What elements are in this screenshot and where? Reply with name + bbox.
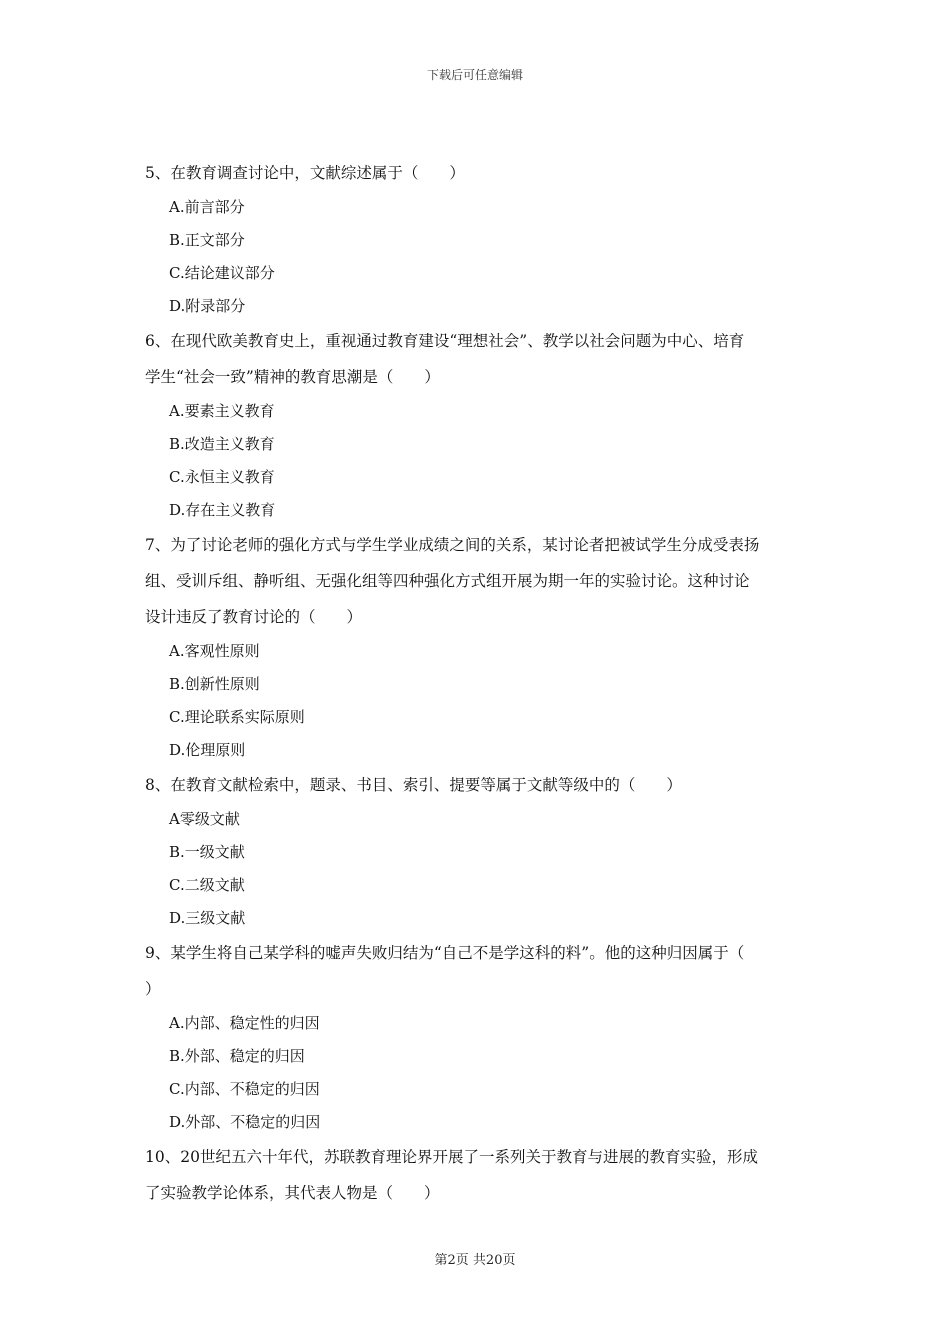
option-b: B.正文部分	[169, 231, 245, 249]
question-10	[145, 1139, 810, 1211]
option-d: D.存在主义教育	[169, 501, 276, 519]
question-text: ）	[145, 980, 161, 998]
option-d: D.三级文献	[169, 909, 246, 927]
question-text: 组、受训斥组、静听组、无强化组等四种强化方式组开展为期一年的实验讨论。这种讨论	[145, 572, 750, 590]
question-text: 6、在现代欧美教育史上，重视通过教育建设“理想社会”、教学以社会问题为中心、培育	[145, 332, 745, 350]
question-5	[145, 155, 810, 323]
option-b: B.一级文献	[169, 843, 245, 861]
option-a: A.内部、稳定性的归因	[169, 1014, 320, 1032]
option-b: B.外部、稳定的归因	[169, 1047, 305, 1065]
question-text: 了实验教学论体系，其代表人物是（ ）	[145, 1184, 440, 1202]
question-text: 9、某学生将自己某学科的嘘声失败归结为“自己不是学这科的料”。他的这种归因属于（	[145, 944, 745, 962]
option-a: A.客观性原则	[169, 642, 260, 660]
option-c: C.内部、不稳定的归因	[169, 1080, 320, 1098]
page-header: 下载后可任意编辑	[426, 68, 523, 82]
question-text: 7、为了讨论老师的强化方式与学生学业成绩之间的关系，某讨论者把被试学生分成受表扬	[145, 536, 760, 554]
option-c: C.理论联系实际原则	[169, 708, 305, 726]
question-text: 学生“社会一致”精神的教育思潮是（ ）	[145, 368, 440, 386]
page-number: 第2页 共20页	[434, 1253, 516, 1268]
option-a: A.要素主义教育	[169, 402, 275, 420]
option-d: D.外部、不稳定的归因	[169, 1113, 321, 1131]
option-c: C.结论建议部分	[169, 264, 275, 282]
question-text: 5、在教育调查讨论中，文献综述属于（ ）	[145, 164, 465, 182]
question-7	[145, 527, 810, 767]
option-c: C.永恒主义教育	[169, 468, 275, 486]
option-a: A.前言部分	[169, 198, 245, 216]
option-d: D.附录部分	[169, 297, 246, 315]
question-text: 设计违反了教育讨论的（ ）	[145, 608, 363, 626]
option-b: B.改造主义教育	[169, 435, 275, 453]
option-a: A零级文献	[169, 810, 240, 828]
question-6	[145, 323, 810, 527]
question-text: 10、20世纪五六十年代，苏联教育理论界开展了一系列关于教育与进展的教育实验，形成	[145, 1148, 758, 1166]
question-text: 8、在教育文献检索中，题录、书目、索引、提要等属于文献等级中的（ ）	[145, 776, 682, 794]
option-d: D.伦理原则	[169, 741, 246, 759]
question-8	[145, 767, 810, 935]
question-9	[145, 935, 810, 1139]
question-list	[145, 155, 810, 1211]
option-b: B.创新性原则	[169, 675, 260, 693]
option-c: C.二级文献	[169, 876, 245, 894]
